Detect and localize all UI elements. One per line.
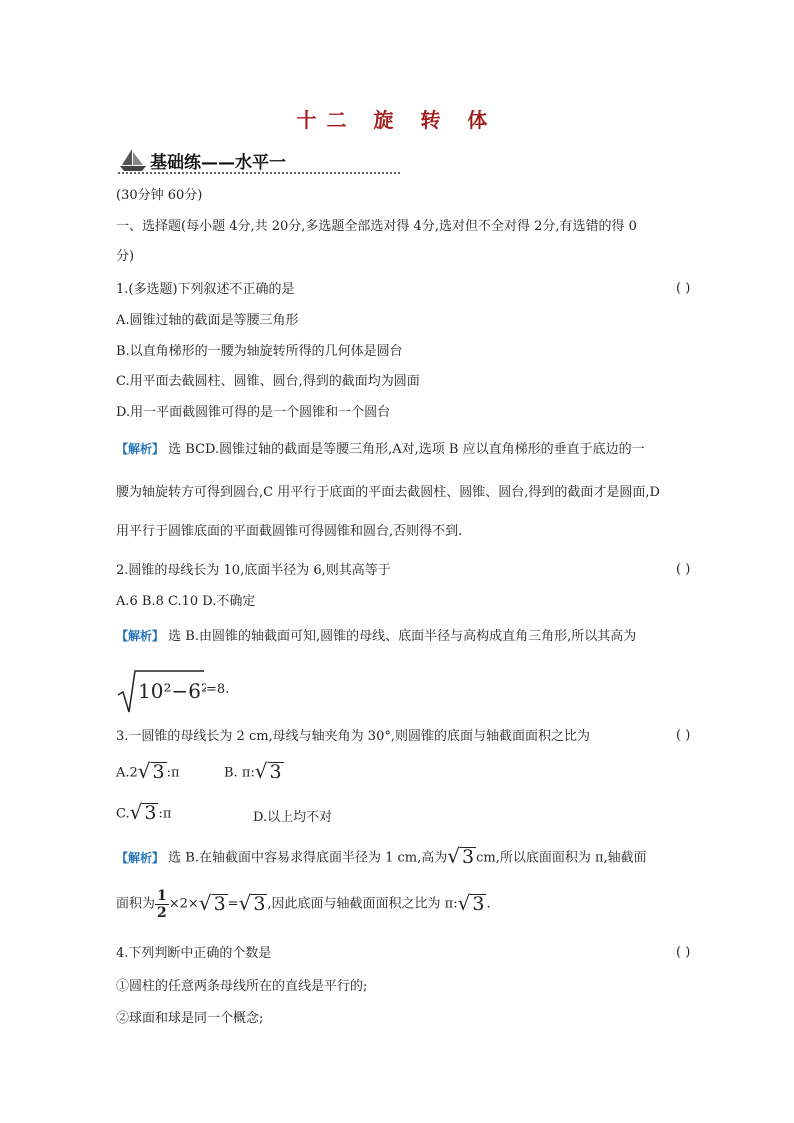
time-score: (30分钟 60分)	[116, 188, 203, 203]
q4-stem: 4.下列判断中正确的个数是	[116, 946, 272, 961]
fraction-one-half: $\frac{1}{2}$	[157, 888, 167, 921]
q3-solution-text1b: cm,所以底面面积为 π,轴截面	[476, 850, 647, 866]
sqrt-symbol: √ 3	[457, 890, 485, 915]
q3-answer-bracket: ( )	[676, 728, 691, 743]
q2-radicand: 10²−6²	[138, 679, 206, 703]
q1-stem: 1.(多选题)下列叙述不正确的是	[116, 282, 295, 297]
q2-solution-line1	[116, 627, 636, 646]
q2-solution-text1: 选 B.由圆锥的轴截面可知,圆锥的母线、底面半径与高构成直角三角形,所以其高为	[168, 629, 637, 644]
q1-option-d: D.用一平面截圆锥可得的是一个圆锥和一个圆台	[116, 405, 391, 420]
q1-solution-line2: 腰为轴旋转方可得到圆台,C 用平行于底面的平面去截圆柱、圆锥、圆台,得到的截面才是圆面,D	[116, 485, 660, 500]
solution-tag: 【解析】	[116, 442, 165, 456]
page-title: 十二 旋 转 体	[296, 108, 498, 132]
q4-answer-bracket: ( )	[676, 945, 691, 960]
q3-option-c	[116, 800, 172, 829]
q2-stem: 2.圆锥的母线长为 10,底面半径为 6,则其高等于	[116, 563, 391, 578]
sqrt-symbol: √ 3	[129, 800, 157, 824]
q3-option-b	[224, 759, 284, 788]
q3-option-a	[116, 759, 180, 788]
q1-option-a: A.圆锥过轴的截面是等腰三角形	[116, 313, 299, 328]
q3-c-prefix: C.	[116, 806, 130, 822]
solution-tag: 【解析】	[116, 629, 165, 643]
part1-heading-line1: 一、选择题(每小题 4分,共 20分,多选题全部选对得 4分,选对但不全对得 2分,有选错的得 0	[116, 219, 637, 234]
sailboat-icon	[118, 148, 148, 172]
q2-solution-formula	[116, 665, 229, 715]
q3-c-radicand: 3	[144, 802, 157, 824]
q4-statement-2: ②球面和球是同一个概念;	[116, 1011, 264, 1026]
sqrt-symbol: √ 3	[238, 890, 266, 915]
q3-solution-line2: 面积为 $\frac{1}{2}$ ×2×√ 3 =√ 3 ,因此底面与轴截面面积之比为 π:√ 3 .	[116, 888, 491, 921]
q2-result: =8.	[206, 682, 230, 697]
solution-tag: 【解析】	[116, 850, 165, 865]
q1-option-b: B.以直角梯形的一腰为轴旋转所得的几何体是圆台	[116, 344, 403, 359]
q1-solution-line3: 用平行于圆锥底面的平面截圆锥可得圆锥和圆台,否则得不到.	[116, 524, 463, 539]
q1-solution-text1: 选 BCD.圆锥过轴的截面是等腰三角形,A对,选项 B 应以直角梯形的垂直于底边的一	[168, 442, 645, 457]
section-heading	[118, 148, 400, 174]
q2-options: A.6 B.8 C.10 D.不确定	[116, 594, 256, 609]
q3-a-suffix: :π	[166, 765, 180, 781]
q3-c-suffix: :π	[158, 806, 172, 822]
q3-b-radicand: 3	[269, 761, 282, 783]
q3-stem: 3.一圆锥的母线长为 2 cm,母线与轴夹角为 30°,则圆锥的底面与轴截面面积之比为	[116, 729, 590, 744]
sqrt-symbol: √ 3	[137, 759, 165, 783]
q3-solution-text1: 选 B.在轴截面中容易求得底面半径为 1 cm,高为	[168, 850, 448, 866]
sqrt-symbol	[116, 665, 206, 715]
q3-solution-line1	[116, 844, 647, 873]
q1-option-c: C.用平面去截圆柱、圆锥、圆台,得到的截面均为圆面	[116, 374, 420, 389]
sqrt-symbol: √ 3	[198, 890, 226, 915]
q2-answer-bracket: ( )	[676, 562, 691, 577]
q3-option-d: D.以上均不对	[253, 810, 333, 825]
section-label: 基础练——水平一	[150, 153, 286, 173]
q3-a-radicand: 3	[152, 761, 165, 783]
part1-heading-line2: 分)	[116, 249, 135, 264]
sqrt-symbol: √ 3	[254, 759, 282, 783]
q4-statement-1: ①圆柱的任意两条母线所在的直线是平行的;	[116, 979, 368, 994]
q3-a-prefix: A.2	[116, 765, 138, 781]
sqrt-symbol: √ 3	[447, 844, 475, 868]
q3-b-prefix: B. π:	[224, 765, 255, 781]
q1-answer-bracket: ( )	[676, 281, 691, 296]
q1-solution-line1	[116, 440, 645, 459]
